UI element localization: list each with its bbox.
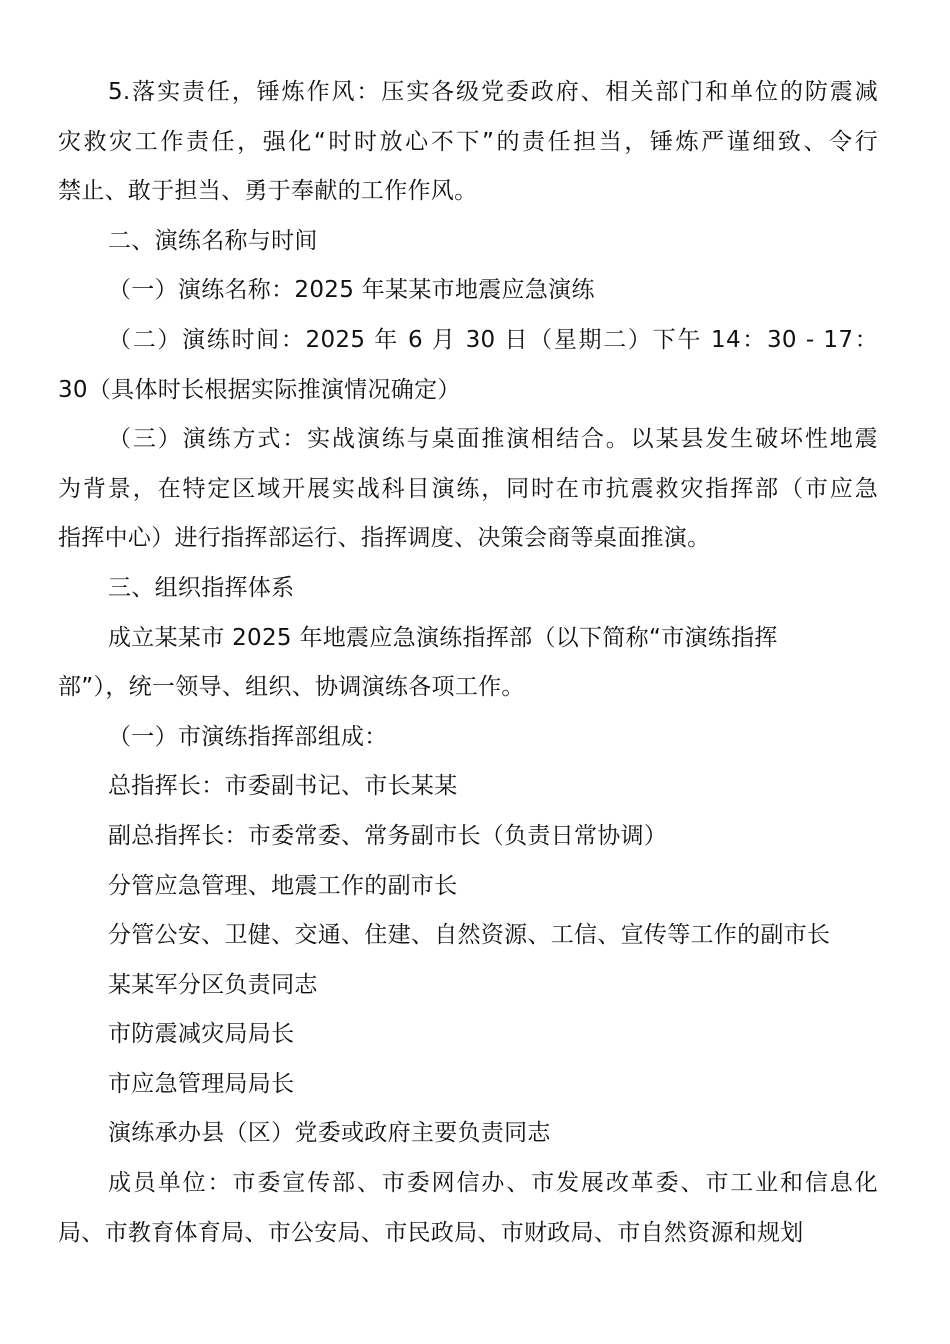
paragraph-command-composition-heading: [58, 713, 878, 763]
text-line: 禁止、敢于担当、勇于奉献的工作作风。: [58, 178, 478, 205]
paragraph-drill-time: [58, 316, 878, 415]
text-line: （三）演练方式：实战演练与桌面推演相结合。以某县发生破坏性地震: [108, 426, 878, 453]
list-item-military-district: [58, 961, 878, 1011]
text-line: 5.落实责任，锤炼作风：压实各级党委政府、相关部门和单位的防震减: [108, 79, 878, 105]
list-item-vice-mayor-others: [58, 911, 878, 961]
paragraph-command-establishment: [58, 614, 878, 713]
text-line: 市应急管理局局长: [108, 1070, 295, 1097]
text-line: （二）演练时间：2025 年 6 月 30 日（星期二）下午 14：30 - 17：: [108, 326, 878, 353]
heading-text: 二、演练名称与时间: [108, 227, 318, 254]
text-line: 局、市教育体育局、市公安局、市民政局、市财政局、市自然资源和规划: [58, 1219, 804, 1246]
text-line: 市防震减灾局局长: [108, 1021, 295, 1048]
text-line: 30（具体时长根据实际推演情况确定）: [58, 376, 461, 403]
text-line: （一）演练名称：2025 年某某市地震应急演练: [108, 277, 595, 304]
document-page: [58, 68, 878, 1258]
text-line: 总指挥长：市委副书记、市长某某: [108, 773, 458, 800]
text-line: 灾救灾工作责任，强化“时时放心不下”的责任担当，锤炼严谨细致、令行: [58, 128, 878, 155]
text-line: 副总指挥长：市委常委、常务副市长（负责日常协调）: [108, 822, 668, 849]
list-item-earthquake-bureau: [58, 1010, 878, 1060]
text-line: 部”），统一领导、组织、协调演练各项工作。: [58, 674, 525, 701]
paragraph-drill-method: [58, 415, 878, 564]
text-line: 分管公安、卫健、交通、住建、自然资源、工信、宣传等工作的副市长: [108, 922, 831, 949]
section-heading-drill-name-time: [58, 217, 878, 267]
text-line: 分管应急管理、地震工作的副市长: [108, 872, 458, 899]
section-heading-command-system: [58, 564, 878, 614]
paragraph-member-units: [58, 1159, 878, 1258]
text-line: 成立某某市 2025 年地震应急演练指挥部（以下简称“市演练指挥: [108, 624, 778, 651]
text-line: 演练承办县（区）党委或政府主要负责同志: [108, 1120, 551, 1147]
text-line: 成员单位：市委宣传部、市委网信办、市发展改革委、市工业和信息化: [108, 1170, 878, 1197]
list-item-commander: [58, 762, 878, 812]
text-line: 某某军分区负责同志: [108, 971, 318, 998]
text-line: 指挥中心）进行指挥部运行、指挥调度、决策会商等桌面推演。: [58, 525, 711, 552]
list-item-vice-mayor-emergency: [58, 862, 878, 912]
text-line: （一）市演练指挥部组成：: [108, 723, 388, 750]
list-item-deputy-commander: [58, 812, 878, 862]
text-line: 为背景，在特定区域开展实战科目演练，同时在市抗震救灾指挥部（市应急: [58, 475, 878, 502]
paragraph-responsibility: [58, 68, 878, 217]
paragraph-drill-name: [58, 266, 878, 316]
list-item-host-county: [58, 1109, 878, 1159]
heading-text: 三、组织指挥体系: [108, 574, 295, 601]
list-item-emergency-bureau: [58, 1060, 878, 1110]
